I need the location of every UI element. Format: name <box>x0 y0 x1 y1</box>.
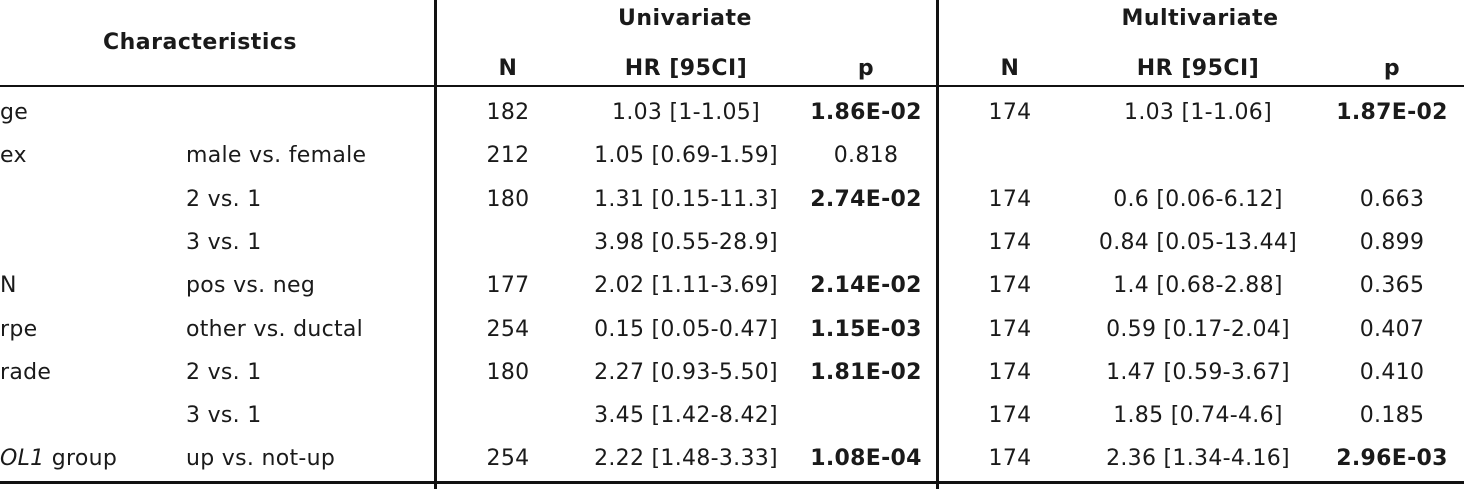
header-characteristics: Characteristics <box>102 30 298 55</box>
header-uni-n: N <box>498 56 518 81</box>
cell-multi-n: 174 <box>988 316 1032 342</box>
cell-uni-p: 1.81E-02 <box>810 359 922 385</box>
group-label: group <box>44 446 118 472</box>
cell-comparison: 2 vs. 1 <box>186 359 262 385</box>
cell-uni-hr: 1.05 [0.69-1.59] <box>594 143 778 169</box>
cell-uni-hr: 3.45 [1.42-8.42] <box>594 403 778 429</box>
cell-uni-n: 254 <box>486 446 530 472</box>
header-multi-p: p <box>1383 56 1401 81</box>
header-multi-hr: HR [95CI] <box>1136 56 1260 81</box>
cell-multi-hr: 1.47 [0.59-3.67] <box>1106 359 1290 385</box>
cell-uni-p: 1.86E-02 <box>810 100 922 125</box>
cell-uni-hr: 2.02 [1.11-3.69] <box>594 273 778 299</box>
cell-uni-p: 0.818 <box>833 143 899 169</box>
cell-uni-hr: 3.98 [0.55-28.9] <box>594 229 778 255</box>
divider-characteristics <box>434 0 437 489</box>
cell-name: N <box>0 273 17 299</box>
cell-multi-hr: 1.03 [1-1.06] <box>1124 100 1272 125</box>
cell-multi-n: 174 <box>988 100 1032 125</box>
cell-uni-hr: 2.27 [0.93-5.50] <box>594 359 778 385</box>
cell-name: ge <box>0 100 29 125</box>
cell-multi-p: 0.407 <box>1359 316 1425 342</box>
cell-comparison: up vs. not-up <box>186 446 336 472</box>
cell-uni-p: 1.15E-03 <box>810 316 922 342</box>
cell-comparison: 2 vs. 1 <box>186 186 262 212</box>
cell-uni-n: 180 <box>486 186 530 212</box>
cell-comparison: male vs. female <box>186 143 367 169</box>
cell-comparison: 3 vs. 1 <box>186 229 262 255</box>
cell-multi-hr: 0.59 [0.17-2.04] <box>1106 316 1290 342</box>
cell-multi-hr: 1.4 [0.68-2.88] <box>1113 273 1283 299</box>
cell-multi-hr: 0.6 [0.06-6.12] <box>1113 186 1283 212</box>
cell-multi-p: 0.410 <box>1359 359 1425 385</box>
cell-uni-n: 212 <box>486 143 530 169</box>
header-divider <box>0 85 1464 87</box>
cell-name: rade <box>0 359 52 385</box>
cell-uni-hr: 0.15 [0.05-0.47] <box>594 316 778 342</box>
cell-multi-p: 0.185 <box>1359 403 1425 429</box>
cell-multi-n: 174 <box>988 446 1032 472</box>
cell-uni-p: 2.14E-02 <box>810 273 922 299</box>
cell-uni-p: 2.74E-02 <box>810 186 922 212</box>
divider-univariate <box>936 0 939 489</box>
cell-comparison: 3 vs. 1 <box>186 403 262 429</box>
bottom-rule <box>0 481 1464 484</box>
header-uni-p: p <box>857 56 875 81</box>
cell-multi-p: 1.87E-02 <box>1336 100 1448 125</box>
cell-uni-hr: 2.22 [1.48-3.33] <box>594 446 778 472</box>
cell-multi-hr: 0.84 [0.05-13.44] <box>1098 229 1298 255</box>
cell-multi-p: 0.899 <box>1359 229 1425 255</box>
cell-multi-n: 174 <box>988 403 1032 429</box>
cell-uni-n: 177 <box>486 273 530 299</box>
header-multivariate: Multivariate <box>1121 6 1279 31</box>
cell-multi-n: 174 <box>988 359 1032 385</box>
cell-multi-n: 174 <box>988 229 1032 255</box>
header-univariate: Univariate <box>618 6 752 31</box>
cell-multi-n: 174 <box>988 273 1032 299</box>
cell-uni-n: 182 <box>486 100 530 125</box>
header-uni-hr: HR [95CI] <box>624 56 748 81</box>
cell-comparison: other vs. ductal <box>186 316 364 342</box>
cell-name: rpe <box>0 316 38 342</box>
cell-multi-n: 174 <box>988 186 1032 212</box>
cell-multi-hr: 1.85 [0.74-4.6] <box>1113 403 1283 429</box>
cell-multi-p: 2.96E-03 <box>1336 446 1448 472</box>
header-multi-n: N <box>1000 56 1020 81</box>
cell-multi-p: 0.365 <box>1359 273 1425 299</box>
cell-uni-hr: 1.31 [0.15-11.3] <box>594 186 778 212</box>
cell-uni-p: 1.08E-04 <box>810 446 922 472</box>
cell-uni-hr: 1.03 [1-1.05] <box>612 100 760 125</box>
cell-multi-p: 0.663 <box>1359 186 1425 212</box>
cell-multi-hr: 2.36 [1.34-4.16] <box>1106 446 1290 472</box>
cell-uni-n: 254 <box>486 316 530 342</box>
gene-name: OL1 <box>0 446 45 472</box>
cell-comparison: pos vs. neg <box>186 273 316 299</box>
cell-uni-n: 180 <box>486 359 530 385</box>
cell-name <box>0 446 117 471</box>
cell-name: ex <box>0 143 27 169</box>
